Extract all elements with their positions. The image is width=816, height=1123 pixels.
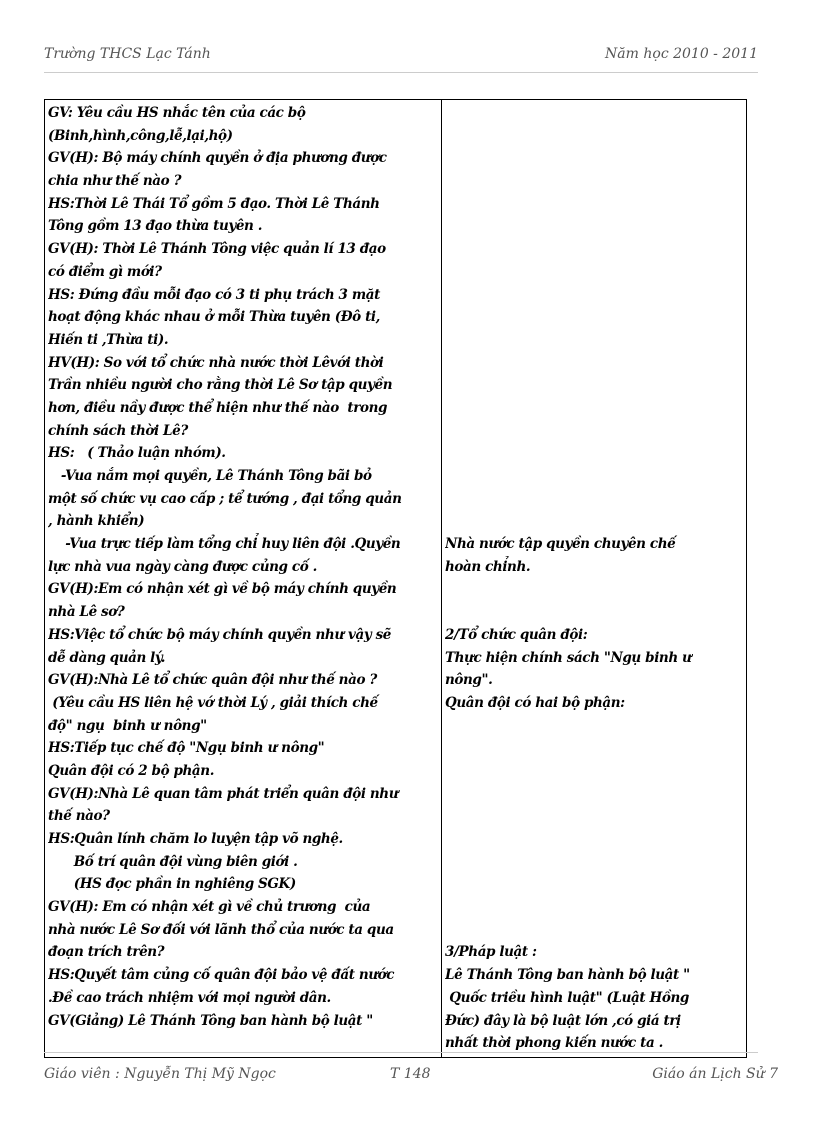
activity-line: HV(H): So với tổ chức nhà nước thời Lêvới thời [48, 354, 384, 371]
activity-line: Bố trí quân đội vùng biên giới . [48, 853, 298, 870]
footer-subject: Giáo án Lịch Sử 7 [652, 1066, 778, 1082]
content-line [445, 465, 743, 488]
activity-line: đoạn trích trên? [48, 944, 165, 961]
content-line [445, 147, 743, 170]
content-line [445, 125, 743, 148]
activity-line: lực nhà vua ngày càng được củng cố . [48, 558, 317, 575]
activity-line: chính sách thời Lê? [48, 422, 188, 439]
content-line [445, 215, 743, 238]
content-line [445, 329, 743, 352]
activity-line: Trần nhiều người cho rằng thời Lê Sơ tập quyền [48, 377, 393, 394]
content-line [445, 284, 743, 307]
content-line [445, 510, 743, 533]
activity-line: dễ dàng quản lý. [48, 649, 166, 666]
activity-line: (Yêu cầu HS liên hệ vớ thời Lý , giải thích chế [48, 694, 378, 711]
activity-line: GV(H):Em có nhận xét gì về bộ máy chính quyền [48, 581, 397, 598]
content-line [445, 805, 743, 828]
content-line [445, 397, 743, 420]
activity-line: độ" ngụ binh ư nông" [48, 717, 207, 734]
lesson-table [44, 99, 747, 1058]
activity-line: GV(Giảng) Lê Thánh Tông ban hành bộ luật " [48, 1012, 373, 1029]
content-line [445, 737, 743, 760]
activity-line: chia như thế nào ? [48, 173, 182, 190]
content-line: Đức) đây là bộ luật lớn ,có giá trị [445, 1012, 681, 1029]
content-line [445, 919, 743, 942]
content-line [445, 238, 743, 261]
activity-line: hơn, điều nầy được thể hiện như thế nào trong [48, 399, 388, 416]
activity-line: -Vua trực tiếp làm tổng chỉ huy liên đội .Quyền [48, 536, 401, 553]
content-line [445, 578, 743, 601]
footer-divider [44, 1052, 758, 1053]
content-line [445, 420, 743, 443]
activity-line: GV(H): Thời Lê Thánh Tông việc quản lí 13 đạo [48, 241, 386, 258]
activity-line: (HS đọc phần in nghiêng SGK) [48, 876, 296, 893]
activity-line: thế nào? [48, 808, 110, 825]
content-line: nông". [445, 672, 493, 689]
activity-line: Tông gồm 13 đạo thừa tuyên . [48, 218, 263, 235]
activity-line: GV(H): Em có nhận xét gì về chủ trương của [48, 899, 371, 916]
activity-line: HS: ( Thảo luận nhóm). [48, 445, 226, 462]
content-line: Lê Thánh Tông ban hành bộ luật " [445, 967, 690, 984]
activities-column [45, 100, 442, 1058]
content-line [445, 851, 743, 874]
footer-teacher: Giáo viên : Nguyễn Thị Mỹ Ngọc [44, 1066, 276, 1082]
activity-line: HS:Việc tổ chức bộ máy chính quyền như vậy sẽ [48, 626, 391, 643]
activity-line: .Đề cao trách nhiệm với mọi người dân. [48, 989, 331, 1006]
activity-line: nhà nước Lê Sơ đối với lãnh thổ của nước ta qua [48, 921, 394, 938]
content-line [445, 896, 743, 919]
content-line [445, 783, 743, 806]
activity-line: GV(H):Nhà Lê quan tâm phát triển quân đội như [48, 785, 399, 802]
content-column [442, 100, 747, 1058]
activity-line: -Vua nắm mọi quyền, Lê Thánh Tông bãi bỏ [48, 468, 372, 484]
content-line [445, 102, 743, 125]
content-line: Nhà nước tập quyền chuyên chế [445, 536, 676, 553]
footer-page-number: T 148 [390, 1066, 431, 1082]
activity-line: GV(H): Bộ máy chính quyền ở địa phương được [48, 150, 387, 167]
activity-line: HS:Quân lính chăm lo luyện tập võ nghệ. [48, 831, 343, 847]
activity-line: GV(H):Nhà Lê tổ chức quân đội như thế nào ? [48, 672, 377, 689]
content-line [445, 170, 743, 193]
activity-line: một số chức vụ cao cấp ; tể tướng , đại tổng quản [48, 490, 402, 507]
content-line: Quốc triều hình luật" (Luật Hồng [445, 989, 689, 1006]
activity-line: hoạt động khác nhau ở mỗi Thừa tuyên (Đô ti, [48, 309, 380, 326]
content-line [445, 873, 743, 896]
content-line: Quân đội có hai bộ phận: [445, 694, 625, 711]
content-line [445, 261, 743, 284]
activity-line: HS:Tiếp tục chế độ "Ngụ binh ư nông" [48, 740, 325, 757]
content-line: 2/Tổ chức quân đội: [445, 626, 588, 643]
content-line: 3/Pháp luật : [445, 944, 537, 961]
activity-line: HS:Quyết tâm củng cố quân đội bảo vệ đất nước [48, 967, 395, 984]
content-line: nhất thời phong kiến nước ta . [445, 1035, 663, 1052]
header-school-year: Năm học 2010 - 2011 [605, 46, 758, 62]
content-line [445, 760, 743, 783]
activity-line: GV: Yêu cầu HS nhắc tên của các bộ [48, 105, 306, 121]
content-line: hoàn chỉnh. [445, 558, 531, 575]
activity-line: Hiến ti ,Thừa ti). [48, 331, 169, 348]
content-line [445, 352, 743, 375]
content-line [445, 715, 743, 738]
header-school: Trường THCS Lạc Tánh [44, 46, 211, 62]
activity-line: Quân đội có 2 bộ phận. [48, 762, 214, 779]
table-row [45, 100, 747, 1058]
activity-line: HS:Thời Lê Thái Tổ gồm 5 đạo. Thời Lê Thánh [48, 195, 380, 212]
activity-line: có điểm gì mới? [48, 263, 162, 280]
content-line [445, 193, 743, 216]
activity-line: , hành khiển) [48, 513, 145, 530]
content-line [445, 601, 743, 624]
content-line: Thực hiện chính sách "Ngụ binh ư [445, 649, 692, 666]
content-line [445, 488, 743, 511]
activity-line: HS: Đứng đầu mỗi đạo có 3 ti phụ trách 3 mặt [48, 286, 380, 303]
activity-line: nhà Lê sơ? [48, 604, 125, 621]
content-line [445, 442, 743, 465]
header-divider [44, 72, 758, 73]
content-line [445, 828, 743, 851]
activity-line: (Binh,hình,công,lễ,lại,hộ) [48, 127, 233, 144]
content-line [445, 306, 743, 329]
content-line [445, 374, 743, 397]
